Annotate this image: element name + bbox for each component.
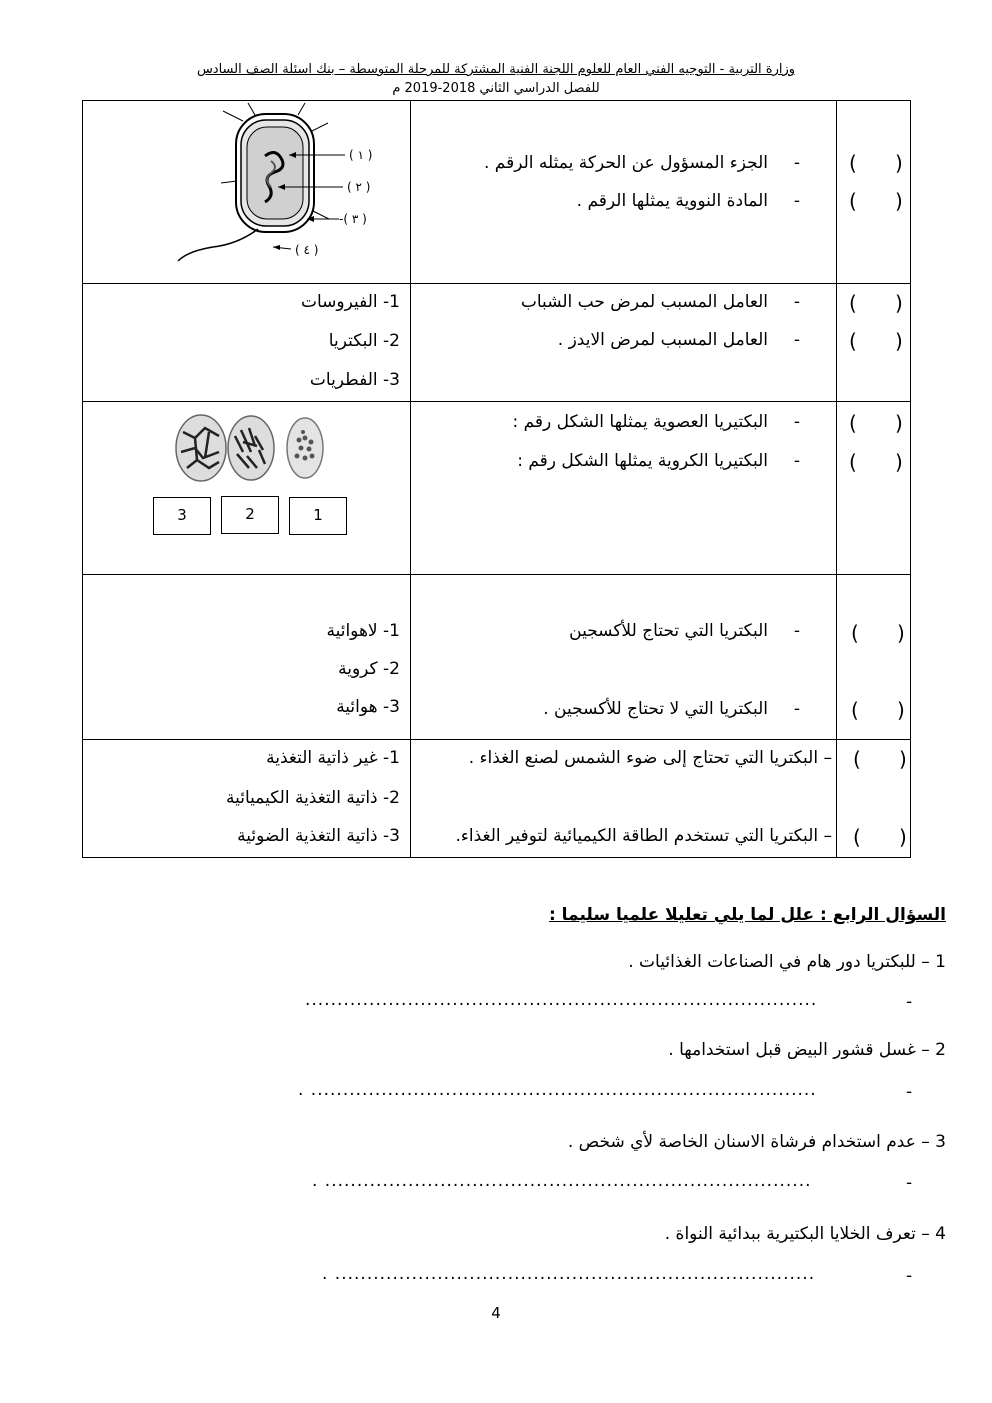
dash: - <box>793 412 800 432</box>
question-item-2: 2 – غسل قشور البيض قبل استخدامها . <box>668 1040 946 1060</box>
dash: - <box>793 292 800 312</box>
diagram-label-3: -( ٣ ) <box>339 212 367 226</box>
answer-paren[interactable]: ( ) <box>853 747 907 771</box>
statement-1: البكتيريا العصوية يمثلها الشكل رقم : <box>512 412 768 432</box>
answer-paren[interactable]: ( ) <box>851 698 905 722</box>
dash: - <box>906 992 913 1012</box>
statement-2: المادة النووية يمثلها الرقم . <box>576 191 768 211</box>
option-2: 2- كروية <box>338 659 400 679</box>
statement-2: – البكتريا التي تستخدم الطاقة الكيميائية لتوفير الغذاء. <box>455 826 832 846</box>
bacteria-shapes-figure <box>83 402 411 502</box>
table-row <box>83 402 911 575</box>
dash: - <box>793 699 800 719</box>
table-row <box>83 575 911 740</box>
statement-2: العامل المسبب لمرض الايدز . <box>557 330 768 350</box>
statement-1: الجزء المسؤول عن الحركة يمثله الرقم . <box>483 153 768 173</box>
question-item-4: 4 – تعرف الخلايا البكتيرية ببدائية النواة . <box>664 1224 946 1244</box>
statement-2: البكتريا التي لا تحتاج للأكسجين . <box>543 699 768 719</box>
header-title: وزارة التربية - التوجيه الفني العام للعلوم اللجنة الفنية المشتركة للمرحلة المتوسطة – بنك اسئلة الصف السادس <box>196 62 796 77</box>
table-row <box>83 284 911 402</box>
table-row <box>83 101 911 284</box>
answer-paren[interactable]: ( ) <box>849 329 903 353</box>
answer-paren[interactable]: ( ) <box>849 189 903 213</box>
option-1: 1- لاهوائية <box>326 621 400 641</box>
statement-2: البكتيريا الكروية يمثلها الشكل رقم : <box>517 451 768 471</box>
answer-paren[interactable]: ( ) <box>851 621 905 645</box>
option-1: 1- الفيروسات <box>300 292 400 312</box>
option-2: 2- ذاتية التغذية الكيميائية <box>226 788 400 808</box>
answer-paren[interactable]: ( ) <box>849 151 903 175</box>
option-3: 3- الفطريات <box>309 370 400 390</box>
answer-cell <box>837 101 911 284</box>
statement-1: العامل المسبب لمرض حب الشباب <box>520 292 768 312</box>
answer-paren[interactable]: ( ) <box>849 411 903 435</box>
diagram-label-2: ( ٢ ) <box>347 180 371 194</box>
option-3: 3- ذاتية التغذية الضوئية <box>237 826 400 846</box>
answer-line-3[interactable]: . ............................................................................ <box>312 1171 812 1191</box>
answer-paren[interactable]: ( ) <box>849 291 903 315</box>
dash: - <box>906 1266 913 1286</box>
dash: - <box>793 153 800 173</box>
page-number: 4 <box>491 1304 501 1322</box>
option-1: 1- غير ذاتية التغذية <box>266 748 400 768</box>
dash: - <box>906 1082 913 1102</box>
answer-line-2[interactable]: . ............................................................................... <box>298 1080 817 1100</box>
question-item-1: 1 – للبكتريا دور هام في الصناعات الغذائيات . <box>628 952 946 972</box>
answer-line-4[interactable]: . ........................................................................... <box>322 1264 816 1284</box>
option-2: 2- البكتريا <box>328 331 400 351</box>
question-item-3: 3 – عدم استخدام فرشاة الاسنان الخاصة لأي شخص . <box>567 1132 946 1152</box>
question-4-title: السؤال الرابع : علل لما يلي تعليلا علميا سليما : <box>548 905 946 925</box>
answer-paren[interactable]: ( ) <box>853 825 907 849</box>
diagram-cell <box>83 101 411 284</box>
dash: - <box>793 621 800 641</box>
dash: - <box>793 330 800 350</box>
figure-box-2: 2 <box>221 496 279 534</box>
statement-1: البكتريا التي تحتاج للأكسجين <box>569 621 768 641</box>
statement-1: – البكتريا التي تحتاج إلى ضوء الشمس لصنع الغذاء . <box>468 748 832 768</box>
dash: - <box>906 1173 913 1193</box>
header-subtitle: للفصل الدراسي الثاني 2018-2019 م <box>392 81 600 96</box>
option-3: 3- هوائية <box>336 697 400 717</box>
dash: - <box>793 451 800 471</box>
statements-cell <box>411 101 837 284</box>
dash: - <box>793 191 800 211</box>
matching-table <box>82 100 911 858</box>
diagram-label-4: ( ٤ ) <box>295 243 319 257</box>
figure-box-3: 3 <box>153 497 211 535</box>
table-row <box>83 740 911 858</box>
diagram-label-1: ( ١ ) <box>349 148 373 162</box>
answer-paren[interactable]: ( ) <box>849 450 903 474</box>
figure-box-1: 1 <box>289 497 347 535</box>
answer-line-1[interactable]: ................................................................................ <box>305 990 818 1010</box>
bacteria-cell-diagram <box>83 101 411 283</box>
